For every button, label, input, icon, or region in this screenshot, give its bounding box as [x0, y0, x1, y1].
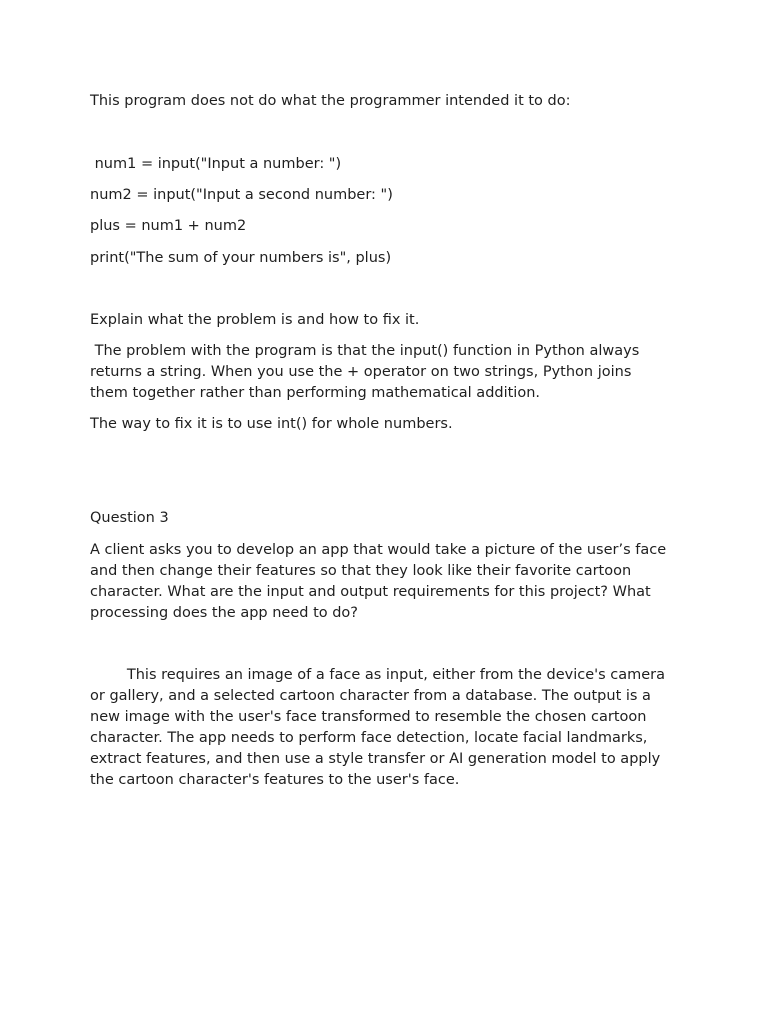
question3-heading: Question 3	[90, 510, 169, 526]
explain-prompt: Explain what the problem is and how to fix it.	[90, 312, 420, 328]
intro-paragraph: This program does not do what the programmer intended it to do:	[90, 93, 571, 109]
code-line-3: plus = num1 + num2	[90, 218, 247, 234]
question3-answer: This requires an image of a face as input, either from the device's camera or gallery, and a selected cartoon character from a database. The output is a new image with the user's face transformed to resemble the chosen cartoon character. The app needs to perform face detection, locate facial landmarks, extract features, and then use a style transfer or AI generation model to apply the cartoon character's features to the user's face.	[90, 667, 670, 788]
code-line-1: num1 = input("Input a number: ")	[90, 156, 342, 172]
answer-problem-paragraph: The problem with the program is that the input() function in Python always returns a string. When you use the + operator on two strings, Python joins them together rather than performing mathematical addition.	[90, 343, 644, 401]
answer-fix-paragraph: The way to fix it is to use int() for whole numbers.	[90, 416, 453, 432]
question3-text: A client asks you to develop an app that would take a picture of the user’s face and then change their features so that they look like their favorite cartoon character. What are the input and output requirements for this project? What processing does the app need to do?	[90, 542, 671, 621]
code-line-4: print("The sum of your numbers is", plus)	[90, 250, 392, 266]
code-line-2: num2 = input("Input a second number: ")	[90, 187, 393, 203]
